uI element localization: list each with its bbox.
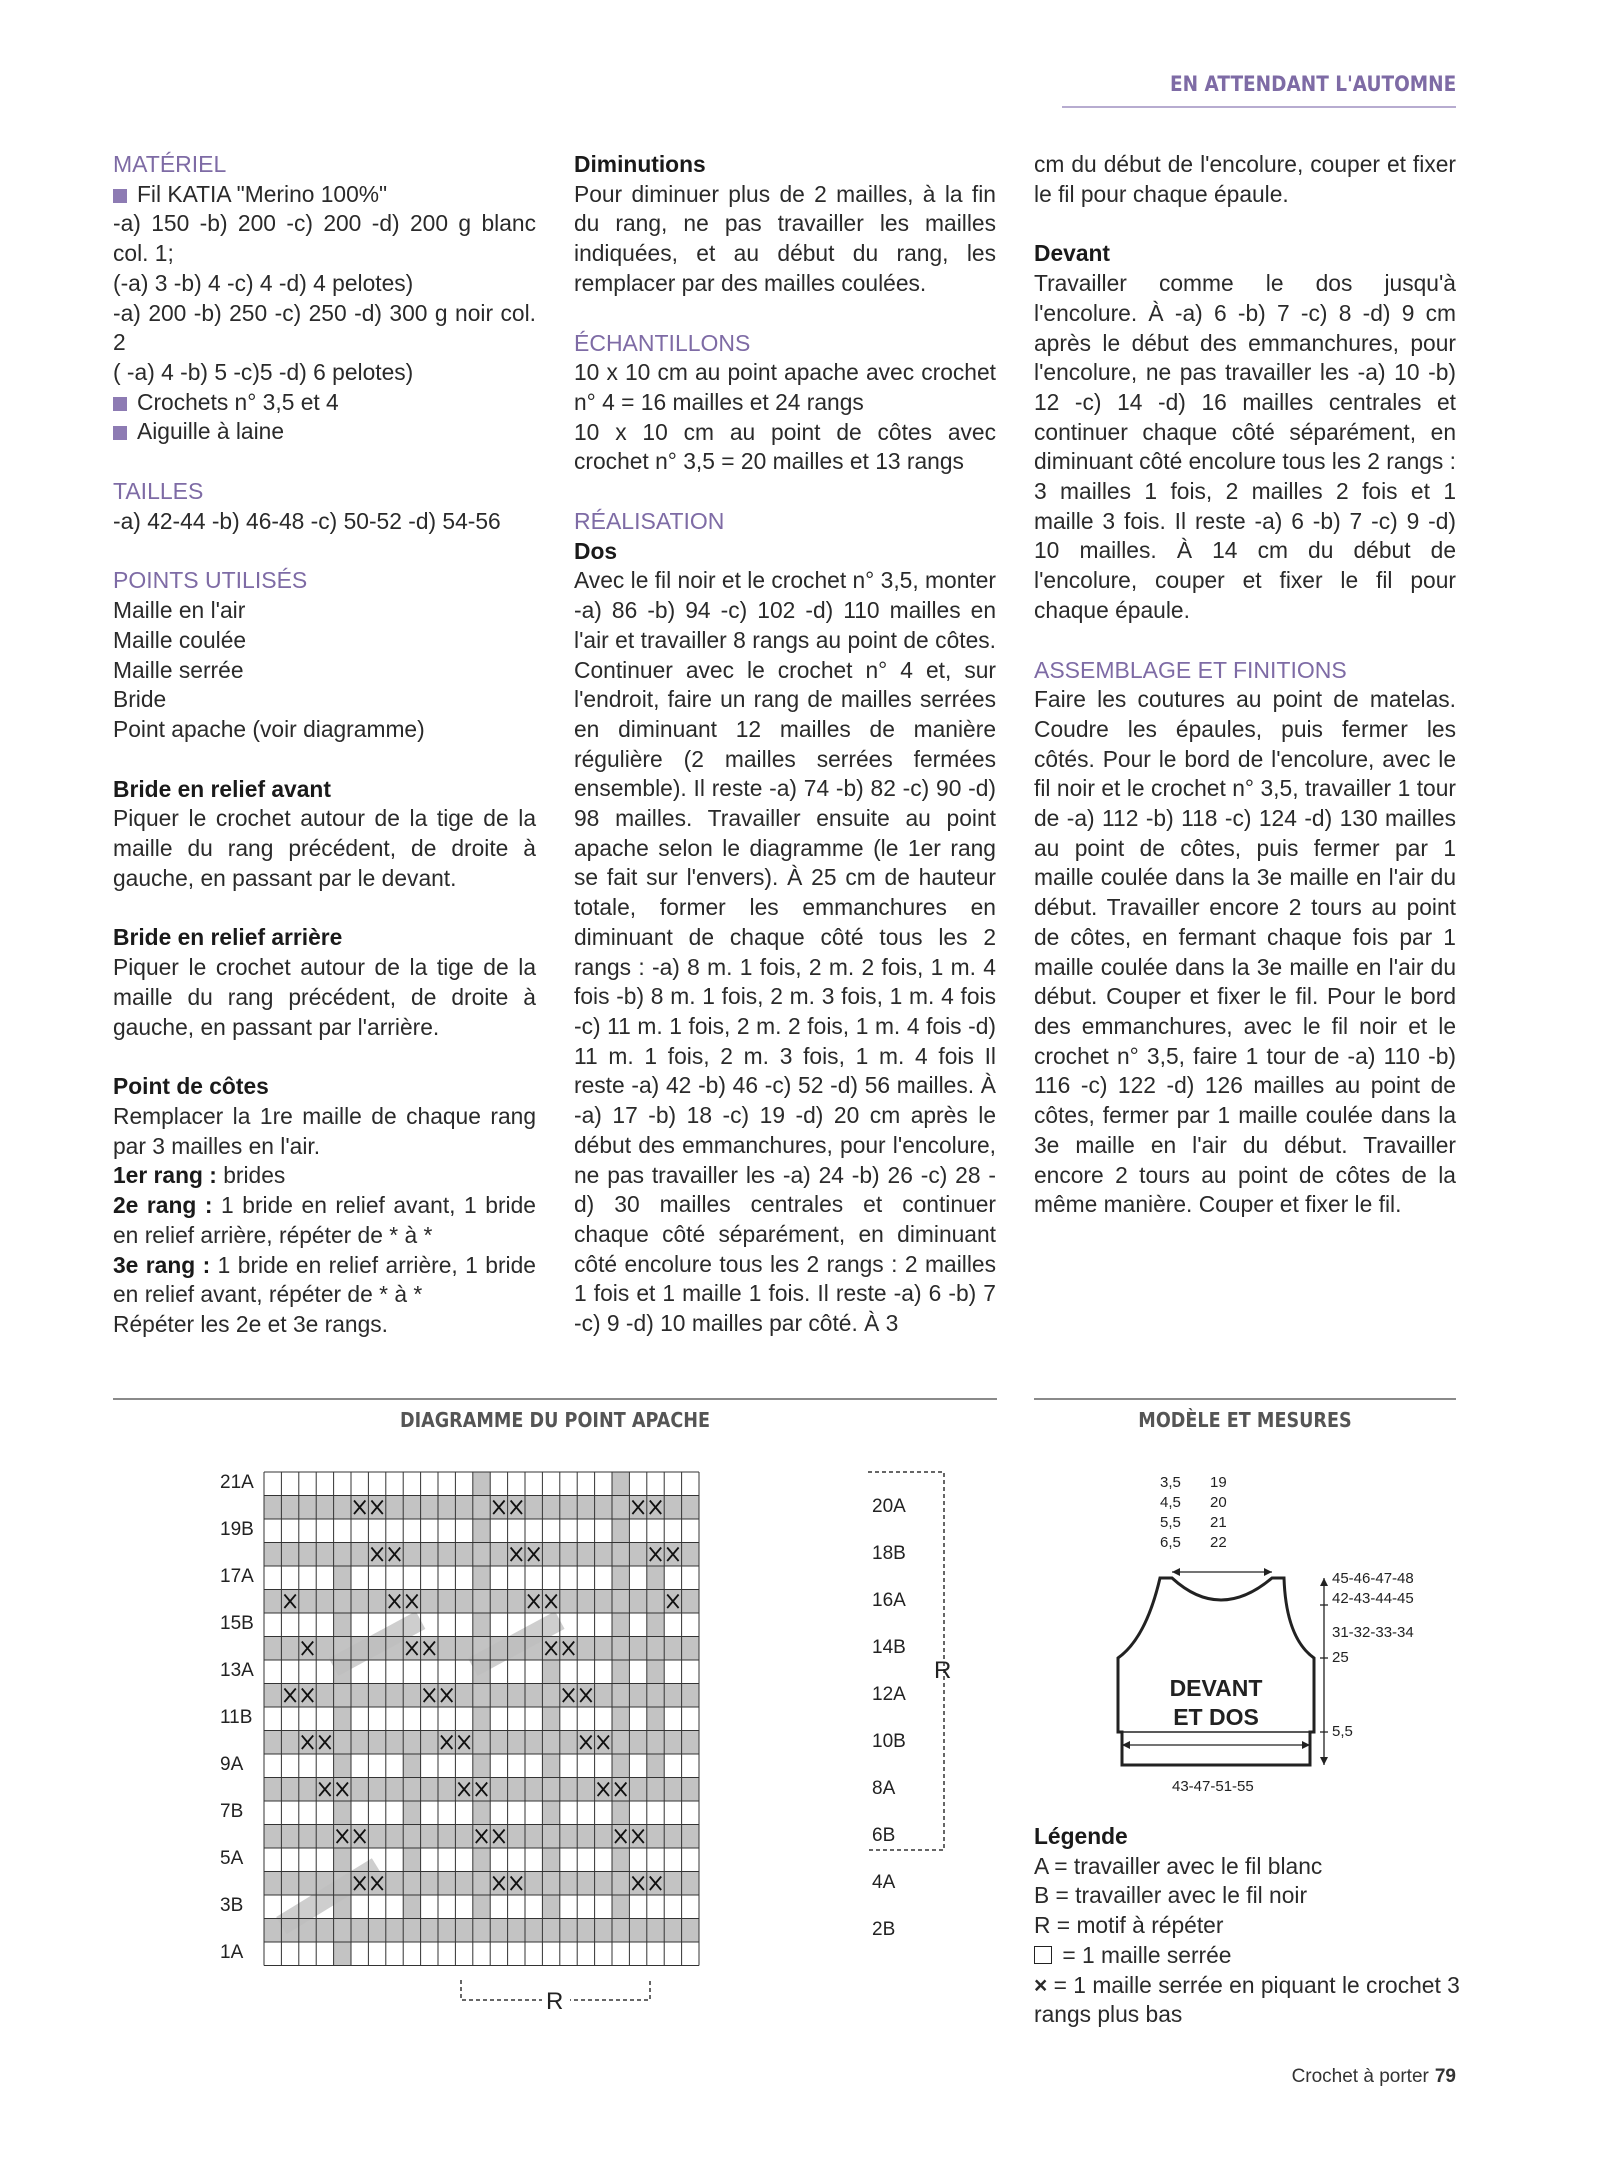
grey-row-band [264, 1919, 699, 1943]
grey-column-band [612, 1472, 629, 1919]
devant-title: Devant [1034, 240, 1111, 267]
rib-measure: 5,5 [1332, 1723, 1353, 1740]
empty-square-icon [1034, 1946, 1052, 1964]
tailles-text: -a) 42-44 -b) 46-48 -c) 50-52 -d) 54-56 [113, 507, 501, 534]
legend [1034, 1822, 1464, 2030]
neck-size-a: 4,5 [1160, 1494, 1181, 1511]
garment-label-2: ET DOS [1173, 1704, 1259, 1730]
left-row-label: 5A [220, 1848, 244, 1869]
garment-schematic [1100, 1460, 1460, 1810]
materiel-item: ( -a) 4 -b) 5 -c)5 -d) 6 pelotes) [113, 358, 414, 385]
neck-size-b: 19 [1210, 1474, 1227, 1491]
echantillons-text: 10 x 10 cm au point apache avec crochet n° 4 = 16 mailles et 24 rangs [574, 359, 996, 415]
points-item: Maille serrée [113, 656, 244, 683]
points-title: POINTS UTILISÉS [113, 567, 308, 594]
continuation-text: cm du début de l'encolure, couper et fixer le fil pour chaque épaule. [1034, 151, 1456, 207]
left-row-label: 1A [220, 1942, 244, 1963]
left-row-label: 11B [220, 1707, 253, 1728]
rang-3: 3e rang : 1 bride en relief arrière, 1 bride en relief avant, répéter de * à * [113, 1251, 536, 1308]
right-row-label: 4A [872, 1872, 896, 1893]
materiel-item: -a) 150 -b) 200 -c) 200 -d) 200 g blanc col. 1; [113, 210, 536, 267]
left-row-label: 7B [220, 1801, 244, 1822]
diagram-rule [113, 1398, 997, 1400]
right-row-label: 6B [872, 1825, 896, 1846]
relief-arriere-text: Piquer le crochet autour de la tige de la maille du rang précédent, de droite à gauche, en passant par l'arrière. [113, 954, 536, 1040]
cross-icon: × [1034, 1971, 1048, 1998]
neck-size-a: 6,5 [1160, 1534, 1181, 1551]
grey-column-band [647, 1543, 664, 1802]
left-row-label: 17A [220, 1566, 254, 1587]
right-row-label: 2B [872, 1919, 896, 1940]
height-armhole-measure: 42-43-44-45 [1332, 1590, 1414, 1607]
grey-column-band [334, 1566, 351, 1966]
grey-column-band [473, 1472, 490, 1919]
legend-box: = 1 maille serrée [1034, 1941, 1464, 1971]
page-footer [1292, 2066, 1456, 2088]
assemblage-title: ASSEMBLAGE ET FINITIONS [1034, 656, 1347, 683]
cotes-text: Remplacer la 1re maille de chaque rang par 3 mailles en l'air. [113, 1102, 536, 1159]
materiel-item: -a) 200 -b) 250 -c) 250 -d) 300 g noir col. 2 [113, 299, 536, 356]
materiel-item: (-a) 3 -b) 4 -c) 4 -d) 4 pelotes) [113, 269, 414, 296]
dos-text: Avec le fil noir et le crochet n° 3,5, monter -a) 86 -b) 94 -c) 102 -d) 110 mailles en l'air et travailler 8 rangs au point de côtes. Continuer avec le crochet n° 4 et, sur l'endroit, faire un rang de mailles serrées en diminuant 12 mailles de manière régulière (2 mailles serrées fermées ensemble). Il reste -a) 74 -b) 82 -c) 90 -d) 98 mailles. Travailler ensuite au point apache selon le diagramme (le 1er rang se fait sur l'envers). À 25 cm de hauteur totale, former les emmanchures en diminuant de chaque côté tous les 2 rangs : -a) 8 m. 1 fois, 2 m. 2 fois, 1 m. 4 fois -b) 8 m. 1 fois, 2 m. 3 fois, 1 m. 4 fois -c) 11 m. 1 fois, 2 m. 2 fois, 1 m. 4 fois -d) 11 m. 1 fois, 2 m. 3 fois, 1 m. 4 fois Il reste -a) 42 -b) 46 -c) 52 -d) 56 mailles. À -a) 17 -b) 18 -c) 19 -d) 20 cm après le début des emmanchures, pour l'encolure, ne pas travailler les -a) 24 -b) 26 -c) 28 -d) 30 mailles centrales et continuer chaque côté séparément, en diminuant côté encolure tous les 2 rangs : 2 mailles 1 fois et 1 maille 1 fois. Il reste -a) 6 -b) 7 -c) 9 -d) 10 mailles par côté. À 3 [574, 567, 996, 1337]
column-2 [574, 150, 996, 1339]
diminutions-text: Pour diminuer plus de 2 mailles, à la fin du rang, ne pas travailler les mailles indiquées, et au début du rang, les remplacer par des mailles coulées. [574, 180, 996, 296]
left-row-label: 13A [220, 1660, 254, 1681]
echantillons-title: ÉCHANTILLONS [574, 329, 751, 356]
right-row-label: 14B [872, 1637, 906, 1658]
garment-outline [1118, 1578, 1314, 1765]
dos-title: Dos [574, 537, 618, 564]
points-item: Maille en l'air [113, 597, 246, 624]
repeat-label-bottom: R [546, 1988, 564, 2015]
magazine-name: Crochet à porter [1291, 2066, 1429, 2087]
points-item: Bride [113, 686, 167, 713]
page-number: 79 [1434, 2066, 1456, 2087]
materiel-title: MATÉRIEL [113, 151, 227, 177]
page-header: EN ATTENDANT L'AUTOMNE [1169, 72, 1456, 96]
legend-cross: × = 1 maille serrée en piquant le crochet 3 rangs plus bas [1034, 1971, 1460, 2028]
rang-2: 2e rang : 1 bride en relief avant, 1 bride en relief arrière, répéter de * à * [113, 1192, 536, 1248]
relief-avant-title: Bride en relief avant [113, 775, 331, 802]
repeter-text: Répéter les 2e et 3e rangs. [113, 1310, 388, 1337]
model-title: MODÈLE ET MESURES [1138, 1408, 1352, 1432]
materiel-item: Aiguille à laine [113, 417, 536, 447]
realisation-title: RÉALISATION [574, 508, 725, 535]
neck-size-a: 3,5 [1160, 1474, 1181, 1491]
left-row-label: 19B [220, 1519, 254, 1540]
right-row-label: 12A [872, 1684, 906, 1705]
legend-title: Légende [1034, 1823, 1128, 1849]
armhole-measure: 31-32-33-34 [1332, 1624, 1414, 1641]
column-1 [113, 150, 536, 1340]
neck-size-a: 5,5 [1160, 1514, 1181, 1531]
echantillons-text: 10 x 10 cm au point de côtes avec crochet n° 3,5 = 20 mailles et 13 rangs [574, 418, 996, 475]
repeat-label-right: R [934, 1657, 952, 1684]
body-measure: 25 [1332, 1649, 1349, 1666]
legend-r: R = motif à répéter [1034, 1912, 1224, 1939]
diagram-title: DIAGRAMME DU POINT APACHE [399, 1408, 711, 1432]
model-rule [1034, 1398, 1456, 1400]
left-row-label: 9A [220, 1754, 244, 1775]
diminutions-title: Diminutions [574, 151, 706, 177]
height-total-measure: 45-46-47-48 [1332, 1570, 1414, 1587]
assemblage-text: Faire les coutures au point de matelas. Coudre les épaules, puis fermer les côtés. Pour le bord de l'encolure, avec le fil noir et le crochet n° 3,5, travailler 1 tour de -a) 112 -b) 118 -c) 124 -d) 130 mailles au point de côtes, puis fermer par 1 maille coulée dans la 3e maille en l'air du début. Travailler encore 2 tours au point de côtes, en fermant chaque fois par 1 maille coulée dans la 3e maille en l'air du début. Couper et fixer le fil. Pour le bord des emmanchures, avec le fil noir et le crochet n° 3,5, faire 1 tour de -a) 110 -b) 116 -c) 122 -d) 126 mailles au point de côtes, fermer par 1 maille coulée dans la 3e maille en l'air du début. Travailler encore 2 tours au point de côtes de la même manière. Couper et fixer le fil. [1034, 686, 1456, 1218]
right-row-label: 16A [872, 1590, 906, 1611]
right-row-label: 20A [872, 1496, 906, 1517]
left-row-label: 3B [220, 1895, 244, 1916]
column-3 [1034, 150, 1456, 1220]
materiel-item: Crochets n° 3,5 et 4 [113, 388, 536, 418]
bullet-square-icon [113, 426, 127, 440]
right-row-label: 8A [872, 1778, 896, 1799]
rang-1: 1er rang : brides [113, 1162, 286, 1189]
points-item: Maille coulée [113, 626, 247, 653]
right-row-label: 10B [872, 1731, 906, 1752]
points-item: Point apache (voir diagramme) [113, 715, 425, 742]
neck-size-b: 21 [1210, 1514, 1227, 1531]
materiel-item: Fil KATIA "Merino 100%" [113, 180, 536, 210]
width-measure: 43-47-51-55 [1172, 1778, 1254, 1795]
left-row-label: 21A [220, 1472, 254, 1493]
garment-label-1: DEVANT [1169, 1675, 1263, 1701]
apache-stitch-chart [180, 1460, 980, 2020]
legend-a: A = travailler avec le fil blanc [1034, 1852, 1323, 1879]
cotes-title: Point de côtes [113, 1073, 269, 1100]
right-row-label: 18B [872, 1543, 906, 1564]
relief-arriere-title: Bride en relief arrière [113, 924, 343, 951]
bullet-square-icon [113, 397, 127, 411]
neck-size-b: 20 [1210, 1494, 1227, 1511]
left-row-label: 15B [220, 1613, 254, 1634]
tailles-title: TAILLES [113, 478, 204, 505]
bullet-square-icon [113, 189, 127, 203]
devant-text: Travailler comme le dos jusqu'à l'encolure. À -a) 6 -b) 7 -c) 8 -d) 9 cm après le début des emmanchures, pour l'encolure, ne pas travailler les -a) 10 -b) 12 -c) 14 -d) 16 mailles centrales et continuer chaque côté séparément, en diminuant côté encolure tous les 2 rangs : 3 mailles 1 fois, 2 mailles 2 fois et 1 maille 3 fois. Il reste -a) 6 -b) 7 -c) 9 -d) 10 mailles. À 14 cm du début de l'encolure, couper et fixer le fil pour chaque épaule. [1034, 270, 1456, 623]
neck-size-b: 22 [1210, 1534, 1227, 1551]
legend-b: B = travailler avec le fil noir [1034, 1882, 1308, 1909]
header-rule [1062, 106, 1456, 108]
relief-avant-text: Piquer le crochet autour de la tige de la maille du rang précédent, de droite à gauche, en passant par le devant. [113, 805, 536, 891]
